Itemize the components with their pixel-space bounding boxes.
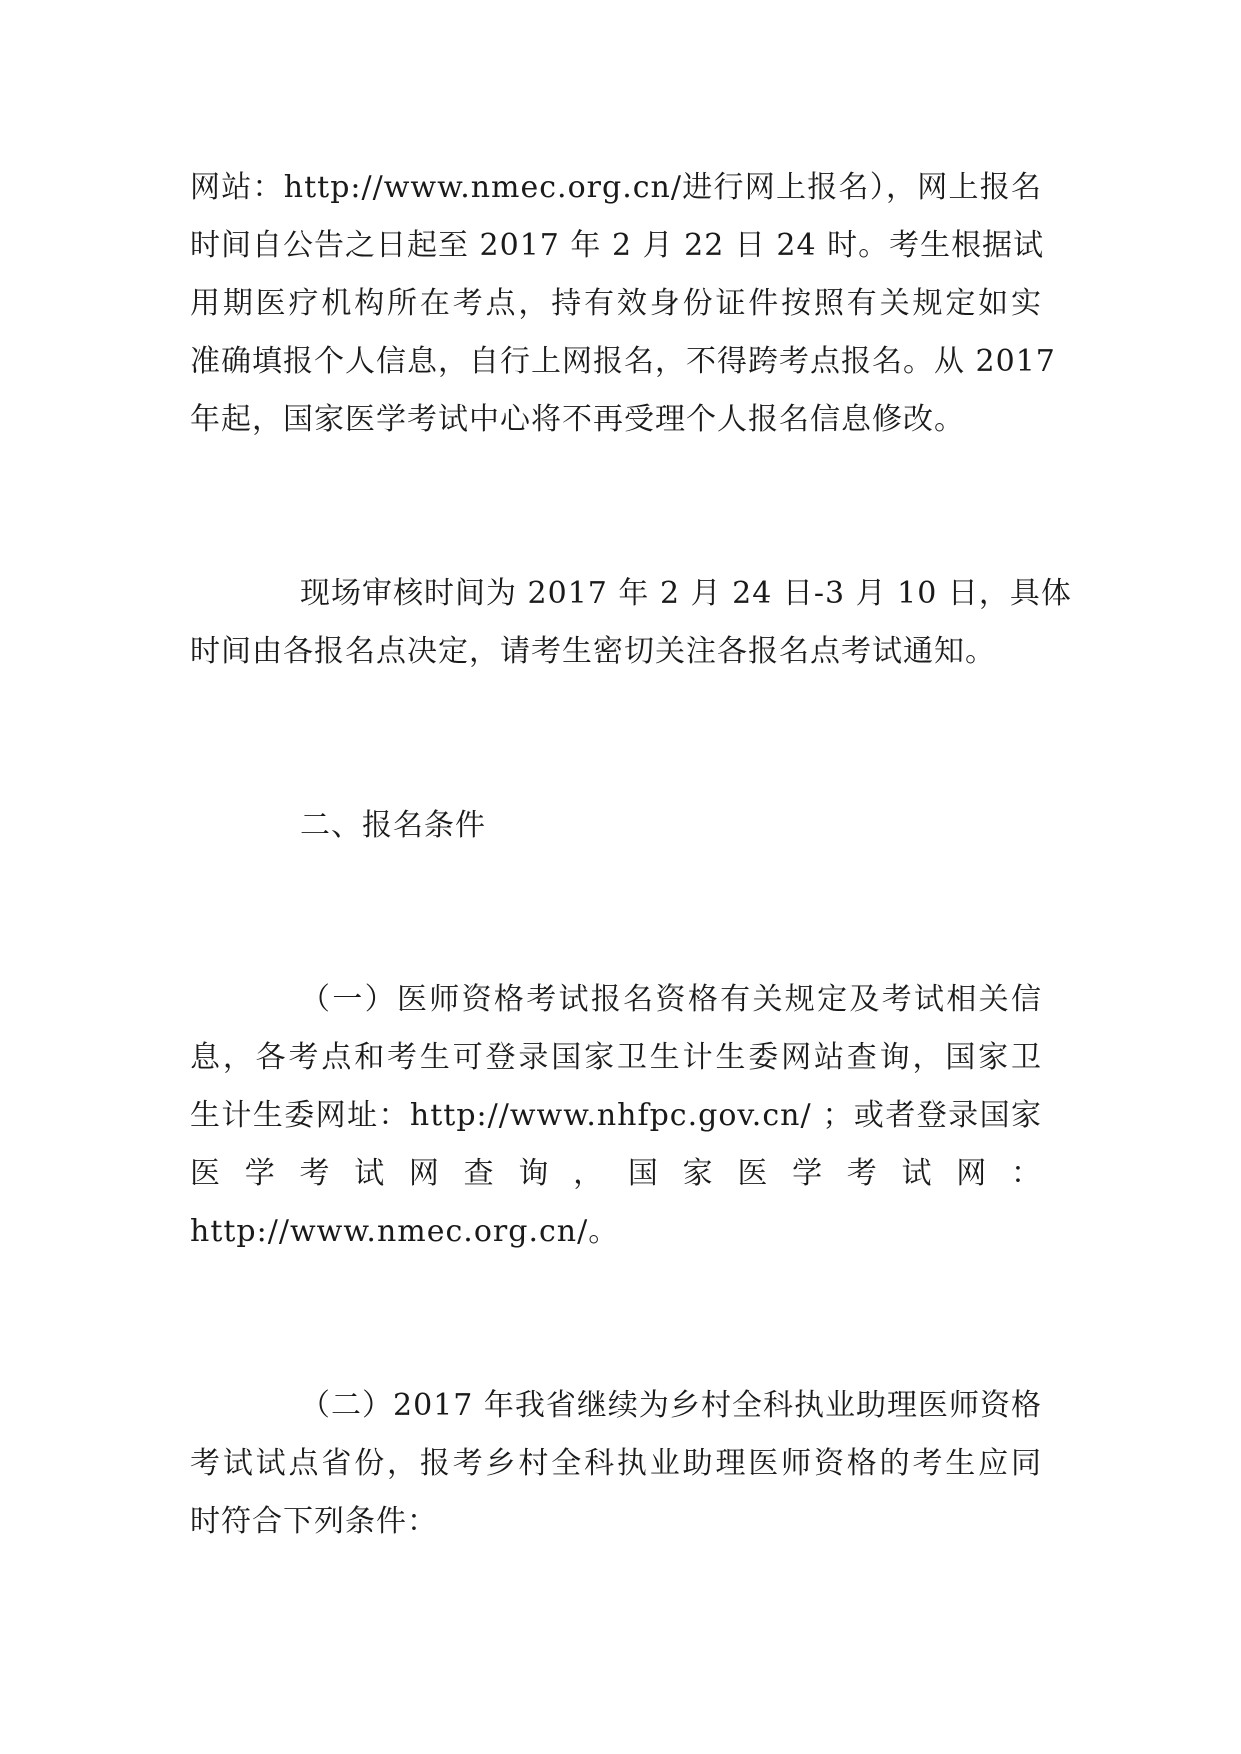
paragraph-3-line-4: 医 学 考 试 网 查 询 ， 国 家 医 学 考 试 网 ： bbox=[190, 1156, 1042, 1191]
section-heading: 二、报名条件 bbox=[300, 808, 486, 843]
paragraph-1-line-2: 时间自公告之日起至 2017 年 2 月 22 日 24 时。考生根据试 bbox=[190, 228, 1045, 263]
paragraph-2-line-1: 现场审核时间为 2017 年 2 月 24 日-3 月 10 日，具体 bbox=[300, 576, 1072, 611]
paragraph-1-line-5: 年起，国家医学考试中心将不再受理个人报名信息修改。 bbox=[190, 402, 965, 437]
paragraph-1-line-1: 网站：http://www.nmec.org.cn/进行网上报名），网上报名 bbox=[190, 170, 1042, 205]
paragraph-3-line-5: http://www.nmec.org.cn/。 bbox=[190, 1214, 620, 1249]
paragraph-1-line-3: 用期医疗机构所在考点，持有效身份证件按照有关规定如实 bbox=[190, 286, 1042, 321]
paragraph-4-line-3: 时符合下列条件： bbox=[190, 1504, 438, 1539]
paragraph-2-line-2: 时间由各报名点决定，请考生密切关注各报名点考试通知。 bbox=[190, 634, 996, 669]
paragraph-3-line-3: 生计生委网址：http://www.nhfpc.gov.cn/ ；或者登录国家 bbox=[190, 1098, 1042, 1133]
paragraph-3-line-2: 息，各考点和考生可登录国家卫生计生委网站查询，国家卫 bbox=[190, 1040, 1042, 1075]
paragraph-3-line-1: （一）医师资格考试报名资格有关规定及考试相关信 bbox=[300, 982, 1042, 1017]
paragraph-4-line-2: 考试试点省份，报考乡村全科执业助理医师资格的考生应同 bbox=[190, 1446, 1042, 1481]
paragraph-1-line-4: 准确填报个人信息，自行上网报名，不得跨考点报名。从 2017 bbox=[190, 344, 1056, 379]
paragraph-4-line-1: （二）2017 年我省继续为乡村全科执业助理医师资格 bbox=[300, 1388, 1042, 1423]
